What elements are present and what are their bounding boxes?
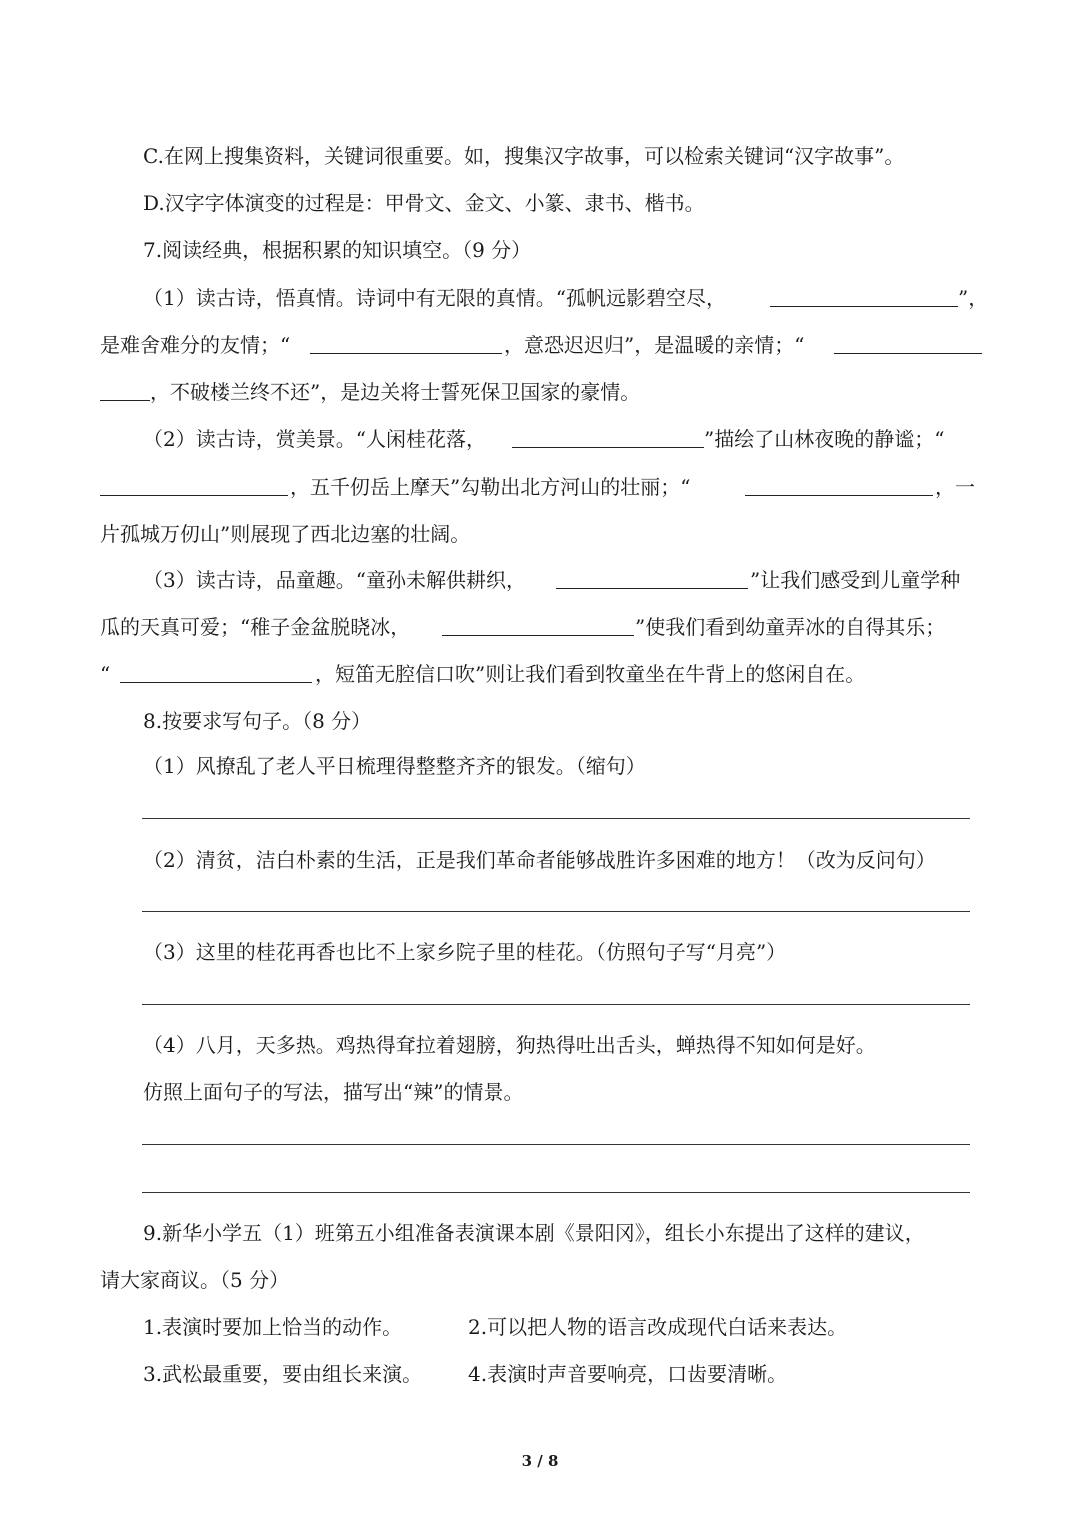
answer-blank[interactable] [745, 473, 933, 496]
answer-blank[interactable] [100, 473, 288, 496]
answer-blank[interactable] [512, 425, 704, 448]
answer-line[interactable] [142, 1192, 970, 1193]
answer-blank[interactable] [770, 284, 958, 307]
q9-option-1: 1.表演时要加上恰当的动作。 [143, 1315, 403, 1339]
q9-option-4: 4.表演时声音要响亮，口齿要清晰。 [468, 1362, 788, 1386]
answer-blank[interactable] [834, 331, 982, 354]
answer-line[interactable] [142, 911, 970, 912]
answer-blank[interactable] [442, 613, 634, 636]
answer-line[interactable] [142, 818, 970, 819]
q9-option-3: 3.武松最重要，要由组长来演。 [143, 1362, 423, 1386]
answer-blank[interactable] [556, 566, 748, 589]
answer-line[interactable] [142, 1004, 970, 1005]
answer-line[interactable] [142, 1144, 970, 1145]
q9-option-2: 2.可以把人物的语言改成现代白话来表达。 [468, 1315, 848, 1339]
answer-blank[interactable] [100, 378, 150, 401]
page-number: 3 / 8 [521, 1452, 559, 1470]
answer-blank[interactable] [310, 331, 502, 354]
answer-blank[interactable] [120, 660, 312, 683]
